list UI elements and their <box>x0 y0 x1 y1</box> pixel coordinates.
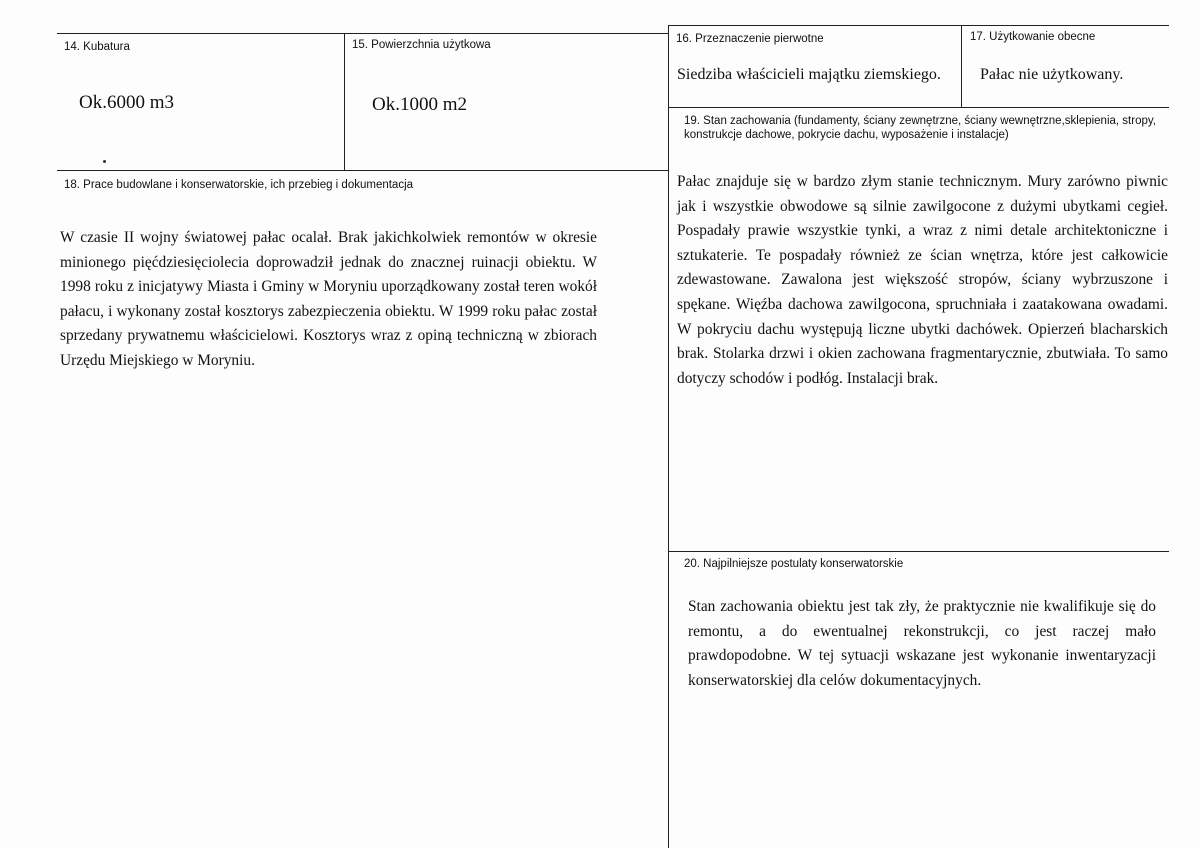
postulaty-label: 20. Najpilniejsze postulaty konserwatorskie <box>684 558 904 570</box>
prace-budowlane-label: 18. Prace budowlane i konserwatorskie, ich przebieg i dokumentacja <box>64 179 414 191</box>
rule-below-14-15 <box>57 170 668 171</box>
postulaty-text: Stan zachowania obiektu jest tak zły, że praktycznie nie kwalifikuje się do remontu, a do ewentualnej rekonstrukcji, co jest raczej mało prawdopodobne. W tej sytuacji wskazane jest wykonanie inwentaryzacji konserwatorskiej dla celów dokumentacyjnych. <box>688 598 1156 689</box>
rule-above-20 <box>668 551 1169 552</box>
prace-budowlane-text: W czasie II wojny światowej pałac ocalał. Brak jakichkolwiek remontów w okresie minionego pięćdziesięciolecia doprowadził jednak do znacznej ruinacji obiektu. W 1998 roku z inicjatywy Miasta i Gminy w Moryniu uporządkowany został teren wokół pałacu, i wykonany został kosztorys zabezpieczenia obiektu. W 1999 roku pałac został sprzedany prywatnemu właścicielowi. Kosztorys wraz z opiną techniczną w zbiorach Urzędu Miejskiego w Moryniu. <box>60 229 597 369</box>
top-rule-left <box>57 33 668 34</box>
przeznaczenie-value: Siedziba właścicieli majątku ziemskiego. <box>677 66 941 83</box>
stan-zachowania-text: Pałac znajduje się w bardzo złym stanie technicznym. Mury zarówno piwnic jak i wszystkie obwodowe są silnie zawilgocone z dużymi ubytkami cegieł. Pospadały prawie wszystkie tynki, a wraz z nimi detale architektoniczne i sztukaterie. Te pospadały również ze ścian wnętrza, które jest całkowicie zdewastowane. Zawalona jest większość stropów, ściany wybrzuszone i spękane. Więźba dachowa zawilgocona, spruchniała i zaatakowana owadami. W pokryciu dachu występują liczne ubytki dachówek. Opierzeń blacharskich brak. Stolarka drzwi i okien zachowana fragmentarycznie, zbutwiała. To samo dotyczy schodów i podłóg. Instalacji brak. <box>677 173 1168 387</box>
stan-zachowania-label: 19. Stan zachowania (fundamenty, ściany zewnętrzne, ściany wewnętrzne,sklepienia, stropy, konstrukcje dachowe, pokrycie dachu, wyposażenie i instalacje) <box>684 115 1156 141</box>
divider-14-15 <box>344 33 345 170</box>
speck-mark <box>103 160 106 163</box>
center-divider <box>668 25 669 848</box>
kubatura-label: 14. Kubatura <box>64 41 130 53</box>
powierzchnia-value: Ok.1000 m2 <box>372 94 467 115</box>
uzytkowanie-value: Pałac nie użytkowany. <box>980 66 1124 83</box>
kubatura-value: Ok.6000 m3 <box>79 92 174 113</box>
divider-16-17 <box>961 25 962 107</box>
rule-below-16-17 <box>668 107 1169 108</box>
przeznaczenie-label: 16. Przeznaczenie pierwotne <box>676 33 824 45</box>
top-rule-right <box>668 25 1169 26</box>
uzytkowanie-label: 17. Użytkowanie obecne <box>970 31 1096 43</box>
powierzchnia-label: 15. Powierzchnia użytkowa <box>352 39 491 51</box>
